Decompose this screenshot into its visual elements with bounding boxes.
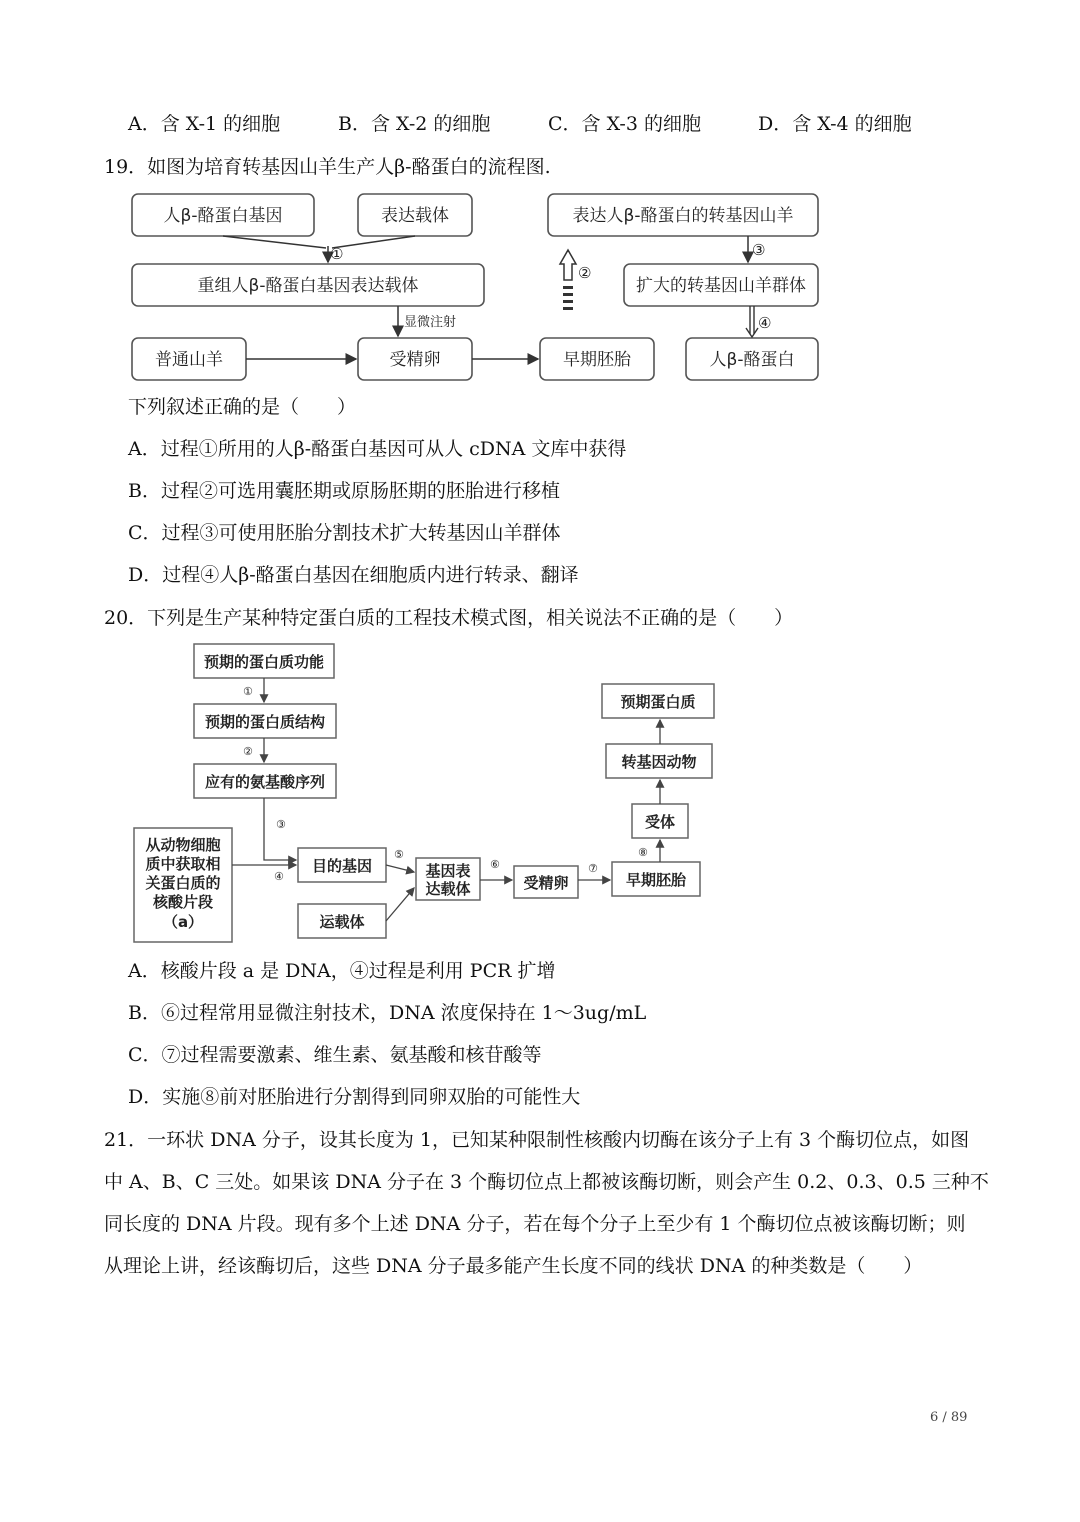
q21-line-3: 同长度的 DNA 片段。现有多个上述 DNA 分子，若在每个分子上至少有 1 个酶切位点被该酶切断；则 xyxy=(104,1213,966,1235)
q20-text-tg-animal: 转基因动物 xyxy=(621,753,697,771)
q19-prompt: 下列叙述正确的是（ ） xyxy=(128,396,357,418)
q18-option-b: B．含 X-2 的细胞 xyxy=(338,113,491,135)
q19-arrow-2 xyxy=(560,250,576,280)
q20-step-5: ⑤ xyxy=(394,848,404,861)
q20-text-embryo: 早期胚胎 xyxy=(625,871,687,889)
q20-text-source-4: 核酸片段 xyxy=(152,893,214,911)
q20-text-expr-2: 达载体 xyxy=(425,880,471,898)
q20-text-seq: 应有的氨基酸序列 xyxy=(204,773,326,791)
q20-flow-diagram xyxy=(130,640,730,950)
q19-text-tg-goat: 表达人β-酪蛋白的转基因山羊 xyxy=(572,206,794,226)
q20-text-source-3: 关蛋白质的 xyxy=(145,874,221,892)
q19-text-protein: 人β-酪蛋白 xyxy=(709,350,795,370)
q20-text-expected: 预期蛋白质 xyxy=(620,693,696,711)
q19-step-4: ④ xyxy=(758,314,772,332)
q18-option-c: C．含 X-3 的细胞 xyxy=(548,113,701,135)
q20-step-8: ⑧ xyxy=(638,846,648,859)
q20-option-a: A．核酸片段 a 是 DNA，④过程是利用 PCR 扩增 xyxy=(128,960,556,982)
q20-text-expr-1: 基因表 xyxy=(425,862,471,880)
q20-step-1: ① xyxy=(243,685,253,698)
q20-arrow-5 xyxy=(386,865,414,872)
q19-arrow-4 xyxy=(746,306,758,337)
q20-stem: 20．下列是生产某种特定蛋白质的工程技术模式图，相关说法不正确的是（ ） xyxy=(104,607,794,629)
q19-text-goat: 普通山羊 xyxy=(155,350,223,370)
q19-text-recombinant: 重组人β-酪蛋白基因表达载体 xyxy=(197,276,419,296)
q19-text-egg: 受精卵 xyxy=(389,350,441,370)
q18-option-d: D．含 X-4 的细胞 xyxy=(758,113,912,135)
q20-step-4: ④ xyxy=(274,870,284,883)
q20-text-func: 预期的蛋白质功能 xyxy=(203,653,325,671)
q20-text-struct: 预期的蛋白质结构 xyxy=(204,713,326,731)
q20-step-7: ⑦ xyxy=(588,862,598,875)
q19-text-embryo: 早期胚胎 xyxy=(563,350,631,370)
q19-option-d: D．过程④人β-酪蛋白基因在细胞质内进行转录、翻译 xyxy=(128,564,579,586)
q20-text-source-2: 质中获取相 xyxy=(145,855,221,873)
q20-text-source-5: （a） xyxy=(162,913,204,931)
q21-line-4: 从理论上讲，经该酶切后，这些 DNA 分子最多能产生长度不同的线状 DNA 的种类数是（ ） xyxy=(104,1255,923,1277)
q20-text-target-gene: 目的基因 xyxy=(311,857,373,875)
q20-option-c: C．⑦过程需要激素、维生素、氨基酸和核苷酸等 xyxy=(128,1044,542,1066)
q20-text-egg: 受精卵 xyxy=(523,874,569,892)
q20-option-b: B．⑥过程常用显微注射技术，DNA 浓度保持在 1～3ug/mL xyxy=(128,1002,647,1024)
q20-text-recipient: 受体 xyxy=(644,813,676,831)
q19-text-gene: 人β-酪蛋白基因 xyxy=(163,206,283,226)
q20-step-3: ③ xyxy=(276,818,286,831)
q19-option-c: C．过程③可使用胚胎分割技术扩大转基因山羊群体 xyxy=(128,522,561,544)
q21-line-2: 中 A、B、C 三处。如果该 DNA 分子在 3 个酶切位点上都被该酶切断，则会产生 0.2、0.3、0.5 三种不 xyxy=(104,1171,989,1193)
q19-injection-label: 显微注射 xyxy=(404,315,457,330)
q19-step-2: ② xyxy=(578,264,592,282)
q19-stem: 19．如图为培育转基因山羊生产人β-酪蛋白的流程图. xyxy=(104,156,551,178)
q20-step-6: ⑥ xyxy=(490,858,500,871)
q19-text-vector: 表达载体 xyxy=(381,206,449,226)
q20-step-2: ② xyxy=(243,745,253,758)
q19-text-herd: 扩大的转基因山羊群体 xyxy=(636,276,806,296)
q18-option-a: A．含 X-1 的细胞 xyxy=(128,113,281,135)
q20-option-d: D．实施⑧前对胚胎进行分割得到同卵双胎的可能性大 xyxy=(128,1086,581,1108)
q19-step-3: ③ xyxy=(752,241,766,259)
q19-option-a: A．过程①所用的人β-酪蛋白基因可从人 cDNA 文库中获得 xyxy=(128,438,627,460)
q20-text-carrier: 运载体 xyxy=(319,913,365,931)
page-number: 6 / 89 xyxy=(930,1410,968,1425)
q19-flow-diagram xyxy=(120,188,840,388)
q21-line-1: 21．一环状 DNA 分子，设其长度为 1，已知某种限制性核酸内切酶在该分子上有 3 个酶切位点，如图 xyxy=(104,1129,970,1151)
q19-step-1: ① xyxy=(330,245,344,263)
q19-option-b: B．过程②可选用囊胚期或原肠胚期的胚胎进行移植 xyxy=(128,480,560,502)
q20-text-source-1: 从动物细胞 xyxy=(145,836,221,854)
q20-arrow-carrier xyxy=(386,888,414,921)
